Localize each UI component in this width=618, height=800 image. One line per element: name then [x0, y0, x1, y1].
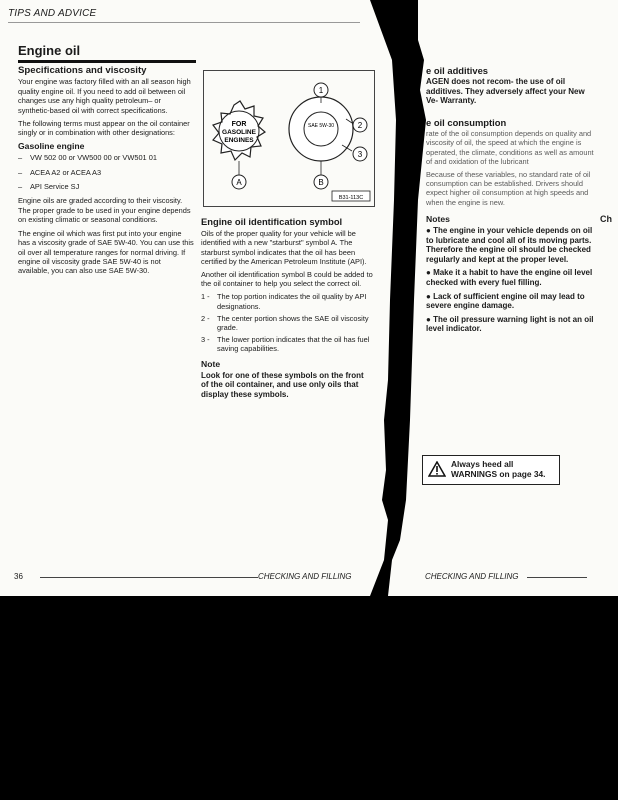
consumption-heading: e oil consumption: [426, 116, 507, 128]
donut-symbol: [289, 97, 353, 161]
note-item: ● Lack of sufficient engine oil may lead to severe engine damage.: [426, 291, 585, 311]
section-header: TIPS AND ADVICE: [8, 8, 97, 19]
consumption-paragraph: Because of these variables, no standard rate of oil consumption can be established. Drivers should expect higher oil consumption at high speeds and when the engine is new.: [426, 170, 591, 207]
label-b: [314, 161, 328, 189]
ident-list: [201, 292, 373, 353]
header-rule: [8, 22, 360, 23]
edge-heading: Ch: [600, 214, 612, 224]
ident-heading: Engine oil identification symbol: [201, 216, 343, 227]
seal-text: GASOLINE: [222, 129, 256, 136]
note-item: ● The engine in your vehicle depends on oil to lubricate and cool all of its moving parts. Therefore the engine oil should be checked regularly and kept at the proper level.: [426, 226, 593, 264]
list-item: – ACEA A2 or ACEA A3: [18, 167, 102, 177]
callout-3: [342, 145, 367, 161]
footer-rule: [40, 577, 258, 578]
spec-paragraph: Your engine was factory filled with an all season high quality engine oil. If you need to add oil between oil changes use any high quality petroleum– or synthetic-based oil with correct specifications.: [18, 77, 191, 115]
footer-chapter: CHECKING AND FILLING: [258, 572, 352, 581]
spec-paragraph: The engine oil which was first put into your engine has a viscosity grade of SAE 5W-40. You can use this oil over all temperature ranges for normal driving. If engine oil viscosity grade SAE 5W-40 is not available, you can also use SAE 5W-30.: [18, 228, 194, 276]
label-a: [232, 161, 246, 189]
binding-shadow: [370, 0, 430, 596]
right-page-column: [426, 66, 598, 338]
list-item: 1 - The top portion indicates the oil quality by API designations.: [201, 292, 367, 311]
footer-rule: [527, 577, 587, 578]
ident-column: [201, 217, 373, 400]
spec-column: [18, 66, 194, 280]
note-heading: Note: [201, 358, 221, 369]
spec-heading: Specifications and viscosity: [18, 65, 147, 76]
warning-triangle-icon: [428, 461, 446, 477]
svg-text:A: A: [236, 178, 242, 187]
figure-code: [332, 191, 370, 201]
ident-paragraph: Oils of the proper quality for your vehicle will be identified with a new "starburst" symbol A. The starburst symbol indicates that the oil has been certified by the American Petroleum Institute (API).: [201, 229, 367, 266]
svg-text:B: B: [318, 178, 324, 187]
additives-text: AGEN does not recom- the use of oil additives. They adversely affect your New Ve- Warranty.: [426, 77, 585, 106]
page-title: Engine oil: [18, 43, 81, 58]
oil-symbol-figure: [203, 70, 375, 207]
ident-paragraph: Another oil identification symbol B could be added to the oil container to help you select the correct oil.: [201, 270, 373, 289]
oil-symbols-illustration: [204, 71, 374, 206]
title-rule: [18, 60, 196, 63]
note-item: ● The oil pressure warning light is not an oil level indicator.: [426, 314, 594, 334]
footer-chapter-right: CHECKING AND FILLING: [425, 572, 519, 581]
consumption-paragraph: rate of the oil consumption depends on quality and viscosity of oil, the speed at which the engine is operated, the climate, conditions as well as amount of and oxidation of the lubricant: [426, 129, 594, 166]
list-item: 2 - The center portion shows the SAE oil viscosity grade.: [201, 313, 369, 333]
list-item: – API Service SJ: [18, 182, 80, 192]
warning-text: Always heed all WARNINGS on page 34.: [451, 459, 546, 479]
svg-text:3: 3: [357, 150, 363, 159]
note-item: ● Make it a habit to have the engine oil level checked with every fuel filling.: [426, 268, 593, 287]
starburst-symbol: [213, 101, 265, 160]
seal-text: ENGINES: [224, 137, 254, 144]
spec-list: [18, 153, 194, 191]
gasoline-heading: Gasoline engine: [18, 140, 85, 151]
spec-paragraph: Engine oils are graded according to their viscosity. The proper grade to be used in your engine depends on existing climatic or seasonal conditions.: [18, 196, 191, 225]
page-number: 36: [14, 572, 23, 581]
note-text: Look for one of these symbols on the front of the oil container, and use only oils that display these symbols.: [201, 370, 364, 400]
list-item: 3 - The lower portion indicates that the oil has fuel saving capabilities.: [201, 335, 370, 354]
svg-text:1: 1: [318, 86, 324, 95]
donut-center-text: SAE 5W-30: [307, 123, 335, 129]
list-item: – VW 502 00 or VW500 00 or VW501 01: [18, 153, 157, 163]
svg-text:2: 2: [357, 121, 363, 130]
seal-text: FOR: [231, 121, 247, 128]
spec-paragraph: The following terms must appear on the oil container singly or in combination with other designations:: [18, 119, 190, 138]
notes-heading: Notes: [426, 213, 450, 224]
warning-box: [422, 455, 560, 485]
svg-text:B31-113C: B31-113C: [338, 195, 364, 201]
additives-heading: e oil additives: [426, 65, 488, 76]
